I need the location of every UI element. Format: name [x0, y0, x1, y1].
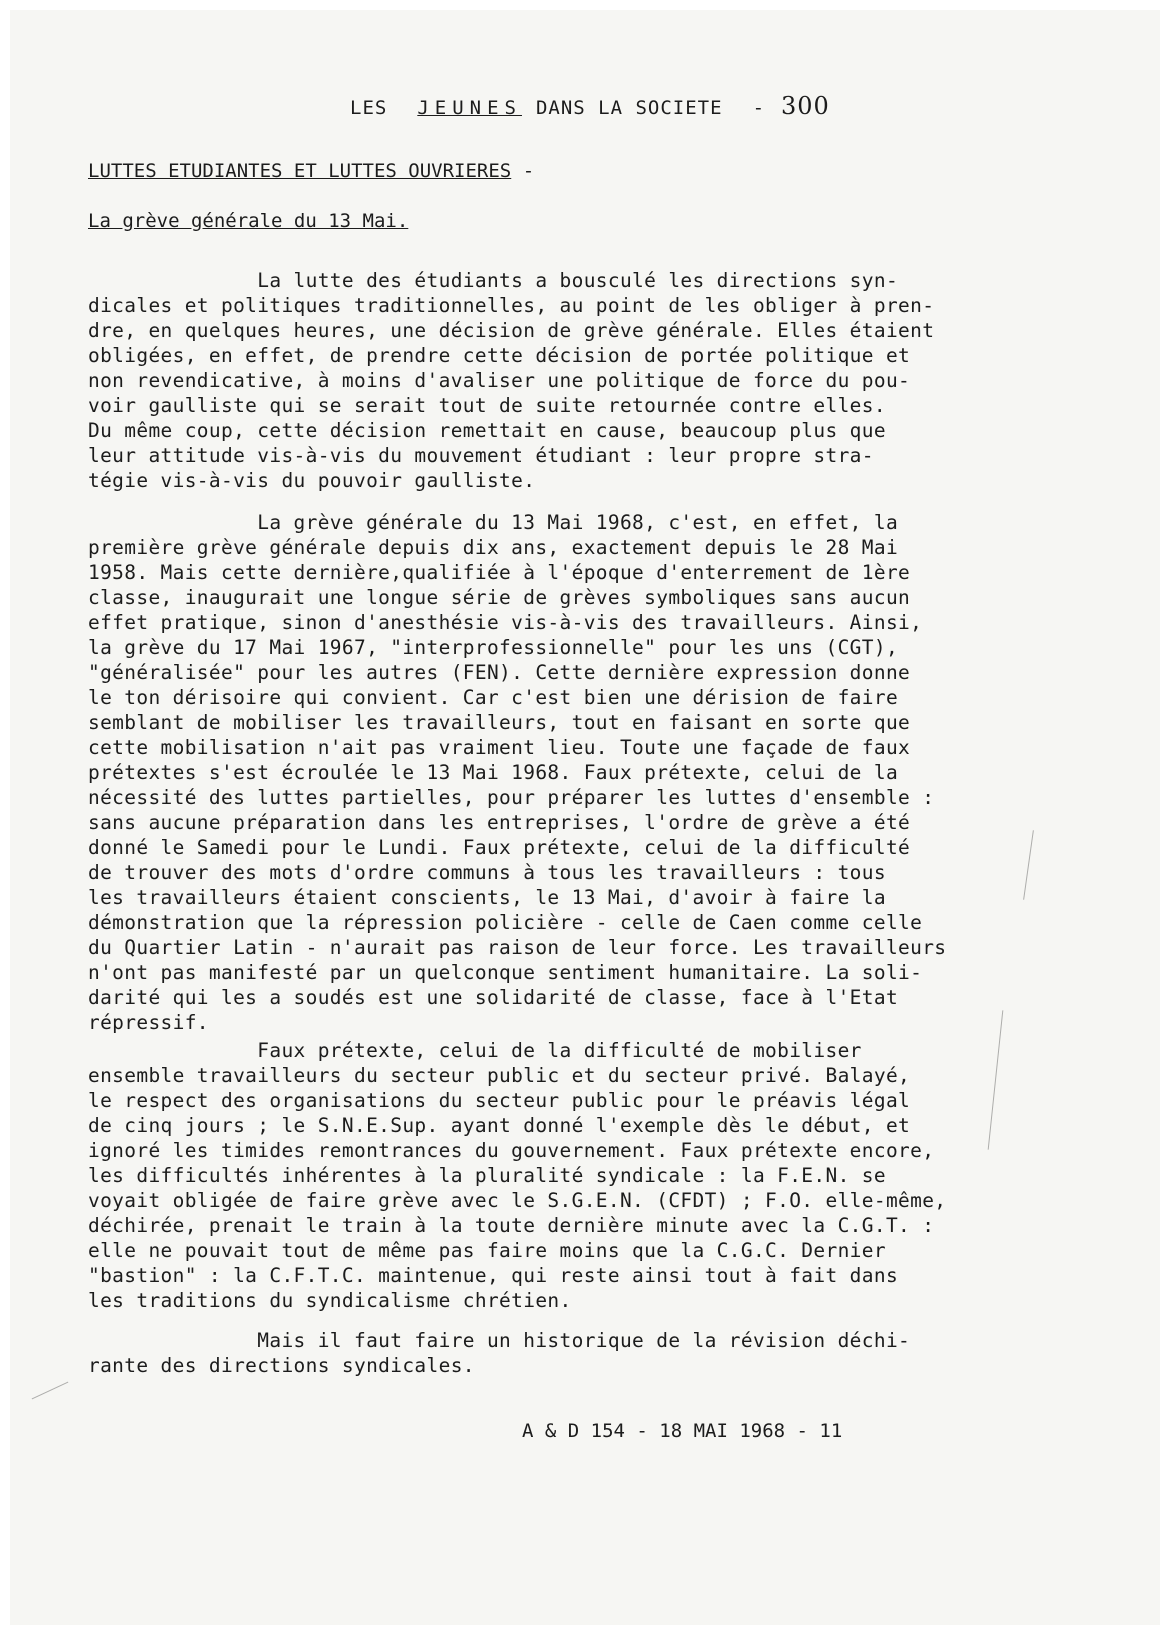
- header-les: LES: [350, 97, 388, 119]
- margin-mark: [32, 1382, 69, 1400]
- text-line: La lutte des étudiants a bousculé les directions syn-: [88, 269, 899, 292]
- text-line: ensemble travailleurs du secteur public et du secteur privé. Balayé,: [88, 1064, 911, 1087]
- text-line: de trouver des mots d'ordre communs à tous les travailleurs : tous: [88, 861, 886, 884]
- section-title: [88, 160, 534, 182]
- text-line: semblant de mobiliser les travailleurs, tout en faisant en sorte que: [88, 711, 911, 734]
- paragraph: [88, 268, 1038, 493]
- text-line: déchirée, prenait le train à la toute dernière minute avec la C.G.T. :: [88, 1214, 935, 1237]
- section-title-text: LUTTES ETUDIANTES ET LUTTES OUVRIERES: [88, 160, 512, 182]
- subsection-title: La grève générale du 13 Mai.: [88, 210, 409, 232]
- document-page: [10, 10, 1160, 1625]
- text-line: démonstration que la répression policière - celle de Caen comme celle: [88, 911, 923, 934]
- header-section: DANS LA SOCIETE: [535, 97, 723, 119]
- text-line: Faux prétexte, celui de la difficulté de mobiliser: [88, 1039, 862, 1062]
- text-line: voir gaulliste qui se serait tout de suite retournée contre elles.: [88, 394, 886, 417]
- text-line: rante des directions syndicales.: [88, 1354, 475, 1377]
- text-line: leur attitude vis-à-vis du mouvement étudiant : leur propre stra-: [88, 444, 874, 467]
- text-line: darité qui les a soudés est une solidarité de classe, face à l'Etat: [88, 986, 899, 1009]
- text-line: n'ont pas manifesté par un quelconque sentiment humanitaire. La soli-: [88, 961, 923, 984]
- text-line: la grève du 17 Mai 1967, "interprofessionnelle" pour les uns (CGT),: [88, 636, 899, 659]
- section-title-dash: -: [511, 160, 535, 182]
- text-line: répressif.: [88, 1011, 209, 1034]
- paragraph: [88, 1038, 1038, 1313]
- header-jeunes: JEUNES: [417, 97, 522, 119]
- text-line: effet pratique, sinon d'anesthésie vis-à-vis des travailleurs. Ainsi,: [88, 611, 923, 634]
- text-line: obligées, en effet, de prendre cette décision de portée politique et: [88, 344, 911, 367]
- text-line: "bastion" : la C.F.T.C. maintenue, qui reste ainsi tout à fait dans: [88, 1264, 899, 1287]
- text-line: tégie vis-à-vis du pouvoir gaulliste.: [88, 469, 536, 492]
- page-number: 300: [781, 92, 830, 120]
- text-line: sans aucune préparation dans les entreprises, l'ordre de grève a été: [88, 811, 911, 834]
- text-line: La grève générale du 13 Mai 1968, c'est, en effet, la: [88, 511, 899, 534]
- text-line: le respect des organisations du secteur public pour le préavis légal: [88, 1089, 911, 1112]
- text-line: prétextes s'est écroulée le 13 Mai 1968. Faux prétexte, celui de la: [88, 761, 899, 784]
- text-line: première grève générale depuis dix ans, exactement depuis le 28 Mai: [88, 536, 899, 559]
- text-line: du Quartier Latin - n'aurait pas raison de leur force. Les travailleurs: [88, 936, 947, 959]
- text-line: elle ne pouvait tout de même pas faire moins que la C.G.C. Dernier: [88, 1239, 886, 1262]
- running-header: [350, 92, 830, 120]
- text-line: nécessité des luttes partielles, pour préparer les luttes d'ensemble :: [88, 786, 935, 809]
- text-line: le ton dérisoire qui convient. Car c'est bien une dérision de faire: [88, 686, 899, 709]
- text-line: dre, en quelques heures, une décision de grève générale. Elles étaient: [88, 319, 935, 342]
- text-line: Du même coup, cette décision remettait en cause, beaucoup plus que: [88, 419, 886, 442]
- paragraph: [88, 510, 1038, 1035]
- text-line: les traditions du syndicalisme chrétien.: [88, 1289, 572, 1312]
- text-line: de cinq jours ; le S.N.E.Sup. ayant donné l'exemple dès le début, et: [88, 1114, 911, 1137]
- text-line: classe, inaugurait une longue série de grèves symboliques sans aucun: [88, 586, 911, 609]
- text-line: dicales et politiques traditionnelles, au point de les obliger à pren-: [88, 294, 935, 317]
- paragraph: [88, 1328, 1038, 1378]
- text-line: voyait obligée de faire grève avec le S.G.E.N. (CFDT) ; F.O. elle-même,: [88, 1189, 947, 1212]
- text-line: "généralisée" pour les autres (FEN). Cette dernière expression donne: [88, 661, 911, 684]
- text-line: ignoré les timides remontrances du gouvernement. Faux prétexte encore,: [88, 1139, 935, 1162]
- text-line: cette mobilisation n'ait pas vraiment lieu. Toute une façade de faux: [88, 736, 911, 759]
- text-line: les travailleurs étaient conscients, le 13 Mai, d'avoir à faire la: [88, 886, 886, 909]
- text-line: non revendicative, à moins d'avaliser une politique de force du pou-: [88, 369, 911, 392]
- text-line: donné le Samedi pour le Lundi. Faux prétexte, celui de la difficulté: [88, 836, 911, 859]
- text-line: les difficultés inhérentes à la pluralité syndicale : la F.E.N. se: [88, 1164, 886, 1187]
- header-dash: -: [752, 97, 766, 119]
- document-footer: A & D 154 - 18 MAI 1968 - 11: [522, 1420, 843, 1442]
- text-line: Mais il faut faire un historique de la révision déchi-: [88, 1329, 911, 1352]
- text-line: 1958. Mais cette dernière,qualifiée à l'époque d'enterrement de 1ère: [88, 561, 911, 584]
